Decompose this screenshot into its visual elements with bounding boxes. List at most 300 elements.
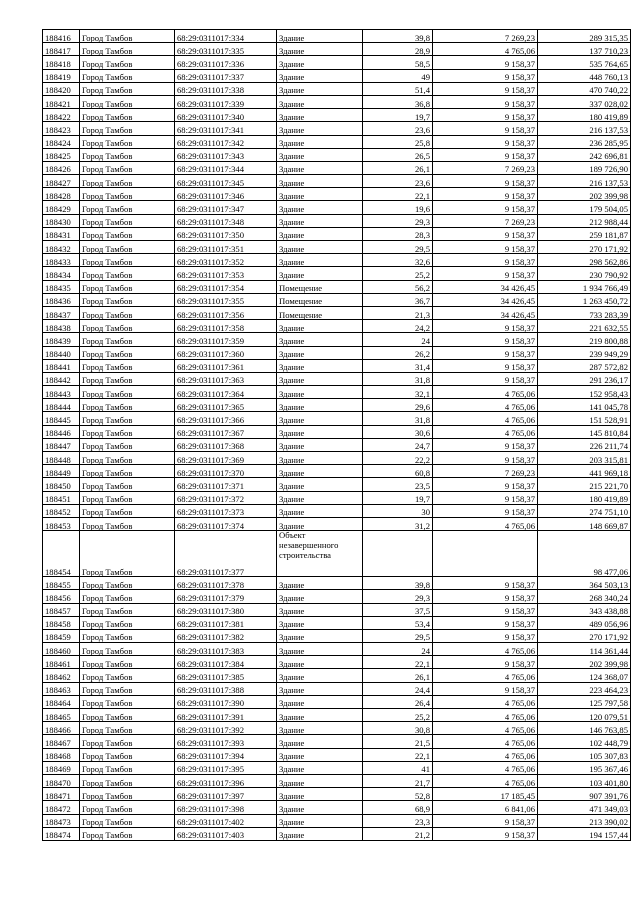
specific-value-cell: 9 158,37 [433, 227, 538, 240]
specific-value-cell: 4 765,06 [433, 669, 538, 682]
row-number-cell: 188447 [43, 438, 80, 451]
object-type-cell: Здание [277, 709, 363, 722]
table-row [43, 359, 631, 372]
table-row [43, 722, 631, 735]
municipality-cell: Город Тамбов [80, 412, 175, 425]
municipality-cell: Город Тамбов [80, 643, 175, 656]
cadastral-value-cell: 471 349,03 [538, 801, 631, 814]
specific-value-cell: 4 765,06 [433, 761, 538, 774]
object-type-cell: Здание [277, 333, 363, 346]
cadastral-value-cell: 441 969,18 [538, 465, 631, 478]
specific-value-cell: 4 765,06 [433, 643, 538, 656]
cadastral-number-cell: 68:29:0311017:393 [175, 735, 277, 748]
table-row [43, 30, 631, 43]
area-cell: 21,3 [363, 306, 433, 319]
cadastral-number-cell: 68:29:0311017:359 [175, 333, 277, 346]
table-row [43, 280, 631, 293]
row-number-cell: 188460 [43, 643, 80, 656]
cadastral-number-cell: 68:29:0311017:398 [175, 801, 277, 814]
row-number-cell: 188463 [43, 682, 80, 695]
cadastral-value-cell: 1 263 450,72 [538, 293, 631, 306]
cadastral-number-cell: 68:29:0311017:397 [175, 788, 277, 801]
specific-value-cell: 4 765,06 [433, 722, 538, 735]
specific-value-cell: 9 158,37 [433, 478, 538, 491]
specific-value-cell: 9 158,37 [433, 333, 538, 346]
specific-value-cell: 9 158,37 [433, 56, 538, 69]
row-number-cell: 188429 [43, 201, 80, 214]
row-number-cell: 188422 [43, 109, 80, 122]
cadastral-number-cell: 68:29:0311017:388 [175, 682, 277, 695]
cadastral-value-table [42, 29, 631, 841]
municipality-cell: Город Тамбов [80, 227, 175, 240]
cadastral-value-cell: 216 137,53 [538, 175, 631, 188]
cadastral-number-cell: 68:29:0311017:395 [175, 761, 277, 774]
table-row [43, 161, 631, 174]
cadastral-value-cell: 212 988,44 [538, 214, 631, 227]
cadastral-value-cell: 230 790,92 [538, 267, 631, 280]
table-row [43, 241, 631, 254]
specific-value-cell: 4 765,06 [433, 695, 538, 708]
object-type-cell: Здание [277, 425, 363, 438]
row-number-cell: 188450 [43, 478, 80, 491]
specific-value-cell: 9 158,37 [433, 346, 538, 359]
area-cell: 36,8 [363, 95, 433, 108]
municipality-cell: Город Тамбов [80, 682, 175, 695]
cadastral-number-cell: 68:29:0311017:370 [175, 465, 277, 478]
cadastral-value-cell: 151 528,91 [538, 412, 631, 425]
object-type-cell: Здание [277, 452, 363, 465]
specific-value-cell: 34 426,45 [433, 306, 538, 319]
table-row [43, 827, 631, 840]
object-type-cell: Здание [277, 320, 363, 333]
row-number-cell: 188426 [43, 161, 80, 174]
object-type-cell: Здание [277, 412, 363, 425]
table-row [43, 629, 631, 642]
table-row [43, 69, 631, 82]
area-cell: 31,8 [363, 412, 433, 425]
cadastral-number-cell: 68:29:0311017:356 [175, 306, 277, 319]
object-type-cell: Здание [277, 267, 363, 280]
cadastral-value-cell: 216 137,53 [538, 122, 631, 135]
area-cell: 22,1 [363, 656, 433, 669]
cadastral-value-cell: 274 751,10 [538, 504, 631, 517]
row-number-cell: 188417 [43, 43, 80, 56]
cadastral-number-cell: 68:29:0311017:355 [175, 293, 277, 306]
cadastral-number-cell: 68:29:0311017:336 [175, 56, 277, 69]
area-cell: 31,2 [363, 517, 433, 530]
table-row [43, 748, 631, 761]
cadastral-value-cell: 137 710,23 [538, 43, 631, 56]
area-cell: 29,5 [363, 241, 433, 254]
table-row [43, 82, 631, 95]
municipality-cell: Город Тамбов [80, 254, 175, 267]
row-number-cell: 188430 [43, 214, 80, 227]
municipality-cell: Город Тамбов [80, 267, 175, 280]
table-row [43, 56, 631, 69]
cadastral-value-cell: 179 504,05 [538, 201, 631, 214]
row-number-cell: 188461 [43, 656, 80, 669]
area-cell: 49 [363, 69, 433, 82]
cadastral-number-cell: 68:29:0311017:392 [175, 722, 277, 735]
area-cell: 23,6 [363, 175, 433, 188]
cadastral-number-cell: 68:29:0311017:367 [175, 425, 277, 438]
cadastral-value-cell: 105 307,83 [538, 748, 631, 761]
cadastral-value-cell: 213 390,02 [538, 814, 631, 827]
cadastral-number-cell: 68:29:0311017:374 [175, 517, 277, 530]
specific-value-cell: 9 158,37 [433, 656, 538, 669]
municipality-cell: Город Тамбов [80, 109, 175, 122]
cadastral-number-cell: 68:29:0311017:402 [175, 814, 277, 827]
table-row [43, 399, 631, 412]
table-row [43, 412, 631, 425]
object-type-cell: Здание [277, 359, 363, 372]
cadastral-value-cell: 448 760,13 [538, 69, 631, 82]
municipality-cell: Город Тамбов [80, 280, 175, 293]
row-number-cell: 188471 [43, 788, 80, 801]
municipality-cell: Город Тамбов [80, 517, 175, 530]
row-number-cell: 188452 [43, 504, 80, 517]
municipality-cell: Город Тамбов [80, 761, 175, 774]
object-type-cell: Здание [277, 761, 363, 774]
object-type-cell: Помещение [277, 306, 363, 319]
municipality-cell: Город Тамбов [80, 135, 175, 148]
cadastral-value-cell: 124 368,07 [538, 669, 631, 682]
cadastral-number-cell: 68:29:0311017:394 [175, 748, 277, 761]
object-type-cell: Здание [277, 629, 363, 642]
row-number-cell: 188454 [43, 531, 80, 577]
table-row [43, 774, 631, 787]
area-cell: 26,1 [363, 161, 433, 174]
object-type-cell: Здание [277, 643, 363, 656]
row-number-cell: 188421 [43, 95, 80, 108]
cadastral-number-cell: 68:29:0311017:377 [175, 531, 277, 577]
municipality-cell: Город Тамбов [80, 616, 175, 629]
specific-value-cell: 4 765,06 [433, 425, 538, 438]
specific-value-cell: 9 158,37 [433, 359, 538, 372]
object-type-cell: Здание [277, 56, 363, 69]
table-row [43, 320, 631, 333]
cadastral-number-cell: 68:29:0311017:334 [175, 30, 277, 43]
row-number-cell: 188469 [43, 761, 80, 774]
cadastral-number-cell: 68:29:0311017:353 [175, 267, 277, 280]
cadastral-value-cell: 907 391,76 [538, 788, 631, 801]
object-type-cell: Объект незавершенного строительства [277, 531, 363, 577]
cadastral-value-cell: 287 572,82 [538, 359, 631, 372]
table-row [43, 478, 631, 491]
object-type-cell: Здание [277, 227, 363, 240]
row-number-cell: 188474 [43, 827, 80, 840]
area-cell: 26,4 [363, 695, 433, 708]
table-row [43, 95, 631, 108]
cadastral-value-cell: 103 401,80 [538, 774, 631, 787]
row-number-cell: 188459 [43, 629, 80, 642]
table-row [43, 452, 631, 465]
cadastral-number-cell: 68:29:0311017:391 [175, 709, 277, 722]
cadastral-value-cell: 145 810,84 [538, 425, 631, 438]
cadastral-number-cell: 68:29:0311017:348 [175, 214, 277, 227]
table-row [43, 438, 631, 451]
municipality-cell: Город Тамбов [80, 241, 175, 254]
cadastral-value-cell: 343 438,88 [538, 603, 631, 616]
row-number-cell: 188467 [43, 735, 80, 748]
municipality-cell: Город Тамбов [80, 577, 175, 590]
specific-value-cell: 9 158,37 [433, 95, 538, 108]
row-number-cell: 188445 [43, 412, 80, 425]
object-type-cell: Здание [277, 616, 363, 629]
area-cell: 56,2 [363, 280, 433, 293]
object-type-cell: Здание [277, 201, 363, 214]
table-row [43, 425, 631, 438]
municipality-cell: Город Тамбов [80, 531, 175, 577]
municipality-cell: Город Тамбов [80, 491, 175, 504]
row-number-cell: 188442 [43, 372, 80, 385]
table-row [43, 788, 631, 801]
specific-value-cell: 4 765,06 [433, 412, 538, 425]
cadastral-number-cell: 68:29:0311017:344 [175, 161, 277, 174]
specific-value-cell: 9 158,37 [433, 372, 538, 385]
specific-value-cell: 9 158,37 [433, 241, 538, 254]
row-number-cell: 188432 [43, 241, 80, 254]
cadastral-value-cell: 259 181,87 [538, 227, 631, 240]
object-type-cell: Здание [277, 109, 363, 122]
object-type-cell: Здание [277, 603, 363, 616]
row-number-cell: 188420 [43, 82, 80, 95]
row-number-cell: 188449 [43, 465, 80, 478]
table-row [43, 214, 631, 227]
area-cell: 22,1 [363, 748, 433, 761]
area-cell: 21,7 [363, 774, 433, 787]
table-row [43, 695, 631, 708]
object-type-cell: Здание [277, 161, 363, 174]
table-row [43, 590, 631, 603]
row-number-cell: 188473 [43, 814, 80, 827]
row-number-cell: 188439 [43, 333, 80, 346]
row-number-cell: 188464 [43, 695, 80, 708]
object-type-cell: Здание [277, 386, 363, 399]
municipality-cell: Город Тамбов [80, 30, 175, 43]
municipality-cell: Город Тамбов [80, 43, 175, 56]
table-row [43, 135, 631, 148]
municipality-cell: Город Тамбов [80, 293, 175, 306]
object-type-cell: Здание [277, 122, 363, 135]
row-number-cell: 188440 [43, 346, 80, 359]
specific-value-cell: 7 269,23 [433, 30, 538, 43]
cadastral-number-cell: 68:29:0311017:368 [175, 438, 277, 451]
object-type-cell: Здание [277, 30, 363, 43]
area-cell: 25,2 [363, 267, 433, 280]
cadastral-number-cell: 68:29:0311017:383 [175, 643, 277, 656]
table-row [43, 735, 631, 748]
specific-value-cell: 9 158,37 [433, 603, 538, 616]
municipality-cell: Город Тамбов [80, 629, 175, 642]
area-cell: 30 [363, 504, 433, 517]
municipality-cell: Город Тамбов [80, 201, 175, 214]
area-cell: 53,4 [363, 616, 433, 629]
area-cell: 23,6 [363, 122, 433, 135]
row-number-cell: 188434 [43, 267, 80, 280]
cadastral-number-cell: 68:29:0311017:354 [175, 280, 277, 293]
area-cell: 28,9 [363, 43, 433, 56]
area-cell: 39,8 [363, 30, 433, 43]
cadastral-value-cell: 270 171,92 [538, 629, 631, 642]
area-cell: 31,4 [363, 359, 433, 372]
area-cell: 22,1 [363, 188, 433, 201]
specific-value-cell: 9 158,37 [433, 320, 538, 333]
specific-value-cell: 4 765,06 [433, 386, 538, 399]
table-row [43, 267, 631, 280]
row-number-cell: 188438 [43, 320, 80, 333]
row-number-cell: 188437 [43, 306, 80, 319]
cadastral-value-cell: 202 399,98 [538, 656, 631, 669]
object-type-cell: Здание [277, 135, 363, 148]
municipality-cell: Город Тамбов [80, 465, 175, 478]
cadastral-value-cell: 141 045,78 [538, 399, 631, 412]
area-cell: 29,3 [363, 590, 433, 603]
area-cell: 29,3 [363, 214, 433, 227]
municipality-cell: Город Тамбов [80, 590, 175, 603]
specific-value-cell: 9 158,37 [433, 452, 538, 465]
row-number-cell: 188419 [43, 69, 80, 82]
cadastral-number-cell: 68:29:0311017:365 [175, 399, 277, 412]
area-cell: 52,8 [363, 788, 433, 801]
cadastral-value-cell: 298 562,86 [538, 254, 631, 267]
specific-value-cell: 9 158,37 [433, 577, 538, 590]
area-cell: 32,6 [363, 254, 433, 267]
table-row [43, 517, 631, 530]
cadastral-number-cell: 68:29:0311017:390 [175, 695, 277, 708]
cadastral-number-cell: 68:29:0311017:369 [175, 452, 277, 465]
object-type-cell: Здание [277, 722, 363, 735]
cadastral-number-cell: 68:29:0311017:373 [175, 504, 277, 517]
area-cell: 24,2 [363, 320, 433, 333]
cadastral-value-cell: 1 934 766,49 [538, 280, 631, 293]
specific-value-cell: 9 158,37 [433, 814, 538, 827]
cadastral-number-cell: 68:29:0311017:340 [175, 109, 277, 122]
municipality-cell: Город Тамбов [80, 814, 175, 827]
row-number-cell: 188451 [43, 491, 80, 504]
municipality-cell: Город Тамбов [80, 478, 175, 491]
specific-value-cell: 7 269,23 [433, 161, 538, 174]
object-type-cell: Здание [277, 656, 363, 669]
cadastral-number-cell: 68:29:0311017:338 [175, 82, 277, 95]
specific-value-cell: 7 269,23 [433, 465, 538, 478]
object-type-cell: Здание [277, 465, 363, 478]
municipality-cell: Город Тамбов [80, 748, 175, 761]
cadastral-number-cell: 68:29:0311017:372 [175, 491, 277, 504]
table-row [43, 531, 631, 577]
table-row [43, 801, 631, 814]
table-row [43, 306, 631, 319]
object-type-cell: Здание [277, 774, 363, 787]
cadastral-value-cell: 180 419,89 [538, 491, 631, 504]
cadastral-number-cell: 68:29:0311017:347 [175, 201, 277, 214]
cadastral-number-cell: 68:29:0311017:396 [175, 774, 277, 787]
object-type-cell: Здание [277, 399, 363, 412]
specific-value-cell: 9 158,37 [433, 175, 538, 188]
cadastral-value-cell: 148 669,87 [538, 517, 631, 530]
area-cell: 41 [363, 761, 433, 774]
municipality-cell: Город Тамбов [80, 788, 175, 801]
table-row [43, 188, 631, 201]
cadastral-value-cell: 215 221,70 [538, 478, 631, 491]
area-cell: 32,1 [363, 386, 433, 399]
row-number-cell: 188466 [43, 722, 80, 735]
table-row [43, 148, 631, 161]
cadastral-number-cell: 68:29:0311017:350 [175, 227, 277, 240]
municipality-cell: Город Тамбов [80, 95, 175, 108]
area-cell: 19,7 [363, 109, 433, 122]
specific-value-cell: 9 158,37 [433, 504, 538, 517]
municipality-cell: Город Тамбов [80, 774, 175, 787]
cadastral-number-cell: 68:29:0311017:385 [175, 669, 277, 682]
object-type-cell: Здание [277, 748, 363, 761]
area-cell: 21,5 [363, 735, 433, 748]
table-row [43, 293, 631, 306]
row-number-cell: 188446 [43, 425, 80, 438]
area-cell: 26,2 [363, 346, 433, 359]
table-row [43, 814, 631, 827]
cadastral-number-cell: 68:29:0311017:339 [175, 95, 277, 108]
object-type-cell: Здание [277, 590, 363, 603]
cadastral-value-cell: 236 285,95 [538, 135, 631, 148]
municipality-cell: Город Тамбов [80, 722, 175, 735]
municipality-cell: Город Тамбов [80, 504, 175, 517]
municipality-cell: Город Тамбов [80, 306, 175, 319]
cadastral-number-cell: 68:29:0311017:366 [175, 412, 277, 425]
cadastral-value-cell: 535 764,65 [538, 56, 631, 69]
row-number-cell: 188468 [43, 748, 80, 761]
row-number-cell: 188431 [43, 227, 80, 240]
specific-value-cell: 4 765,06 [433, 735, 538, 748]
row-number-cell: 188441 [43, 359, 80, 372]
area-cell: 29,6 [363, 399, 433, 412]
object-type-cell: Помещение [277, 293, 363, 306]
municipality-cell: Город Тамбов [80, 669, 175, 682]
municipality-cell: Город Тамбов [80, 425, 175, 438]
cadastral-value-cell: 291 236,17 [538, 372, 631, 385]
object-type-cell: Здание [277, 695, 363, 708]
municipality-cell: Город Тамбов [80, 161, 175, 174]
object-type-cell: Здание [277, 241, 363, 254]
specific-value-cell: 4 765,06 [433, 774, 538, 787]
cadastral-value-cell: 152 958,43 [538, 386, 631, 399]
area-cell [363, 531, 433, 577]
cadastral-number-cell: 68:29:0311017:381 [175, 616, 277, 629]
cadastral-number-cell: 68:29:0311017:358 [175, 320, 277, 333]
area-cell: 36,7 [363, 293, 433, 306]
object-type-cell: Здание [277, 577, 363, 590]
table-row [43, 656, 631, 669]
specific-value-cell: 4 765,06 [433, 399, 538, 412]
cadastral-value-cell: 194 157,44 [538, 827, 631, 840]
row-number-cell: 188470 [43, 774, 80, 787]
cadastral-value-cell: 102 448,79 [538, 735, 631, 748]
area-cell: 31,8 [363, 372, 433, 385]
area-cell: 24,4 [363, 682, 433, 695]
specific-value-cell: 9 158,37 [433, 267, 538, 280]
specific-value-cell: 9 158,37 [433, 438, 538, 451]
cadastral-value-cell: 470 740,22 [538, 82, 631, 95]
municipality-cell: Город Тамбов [80, 346, 175, 359]
object-type-cell: Здание [277, 814, 363, 827]
municipality-cell: Город Тамбов [80, 214, 175, 227]
row-number-cell: 188425 [43, 148, 80, 161]
municipality-cell: Город Тамбов [80, 333, 175, 346]
cadastral-value-cell: 202 399,98 [538, 188, 631, 201]
specific-value-cell: 4 765,06 [433, 709, 538, 722]
cadastral-value-cell: 226 211,74 [538, 438, 631, 451]
table-row [43, 577, 631, 590]
